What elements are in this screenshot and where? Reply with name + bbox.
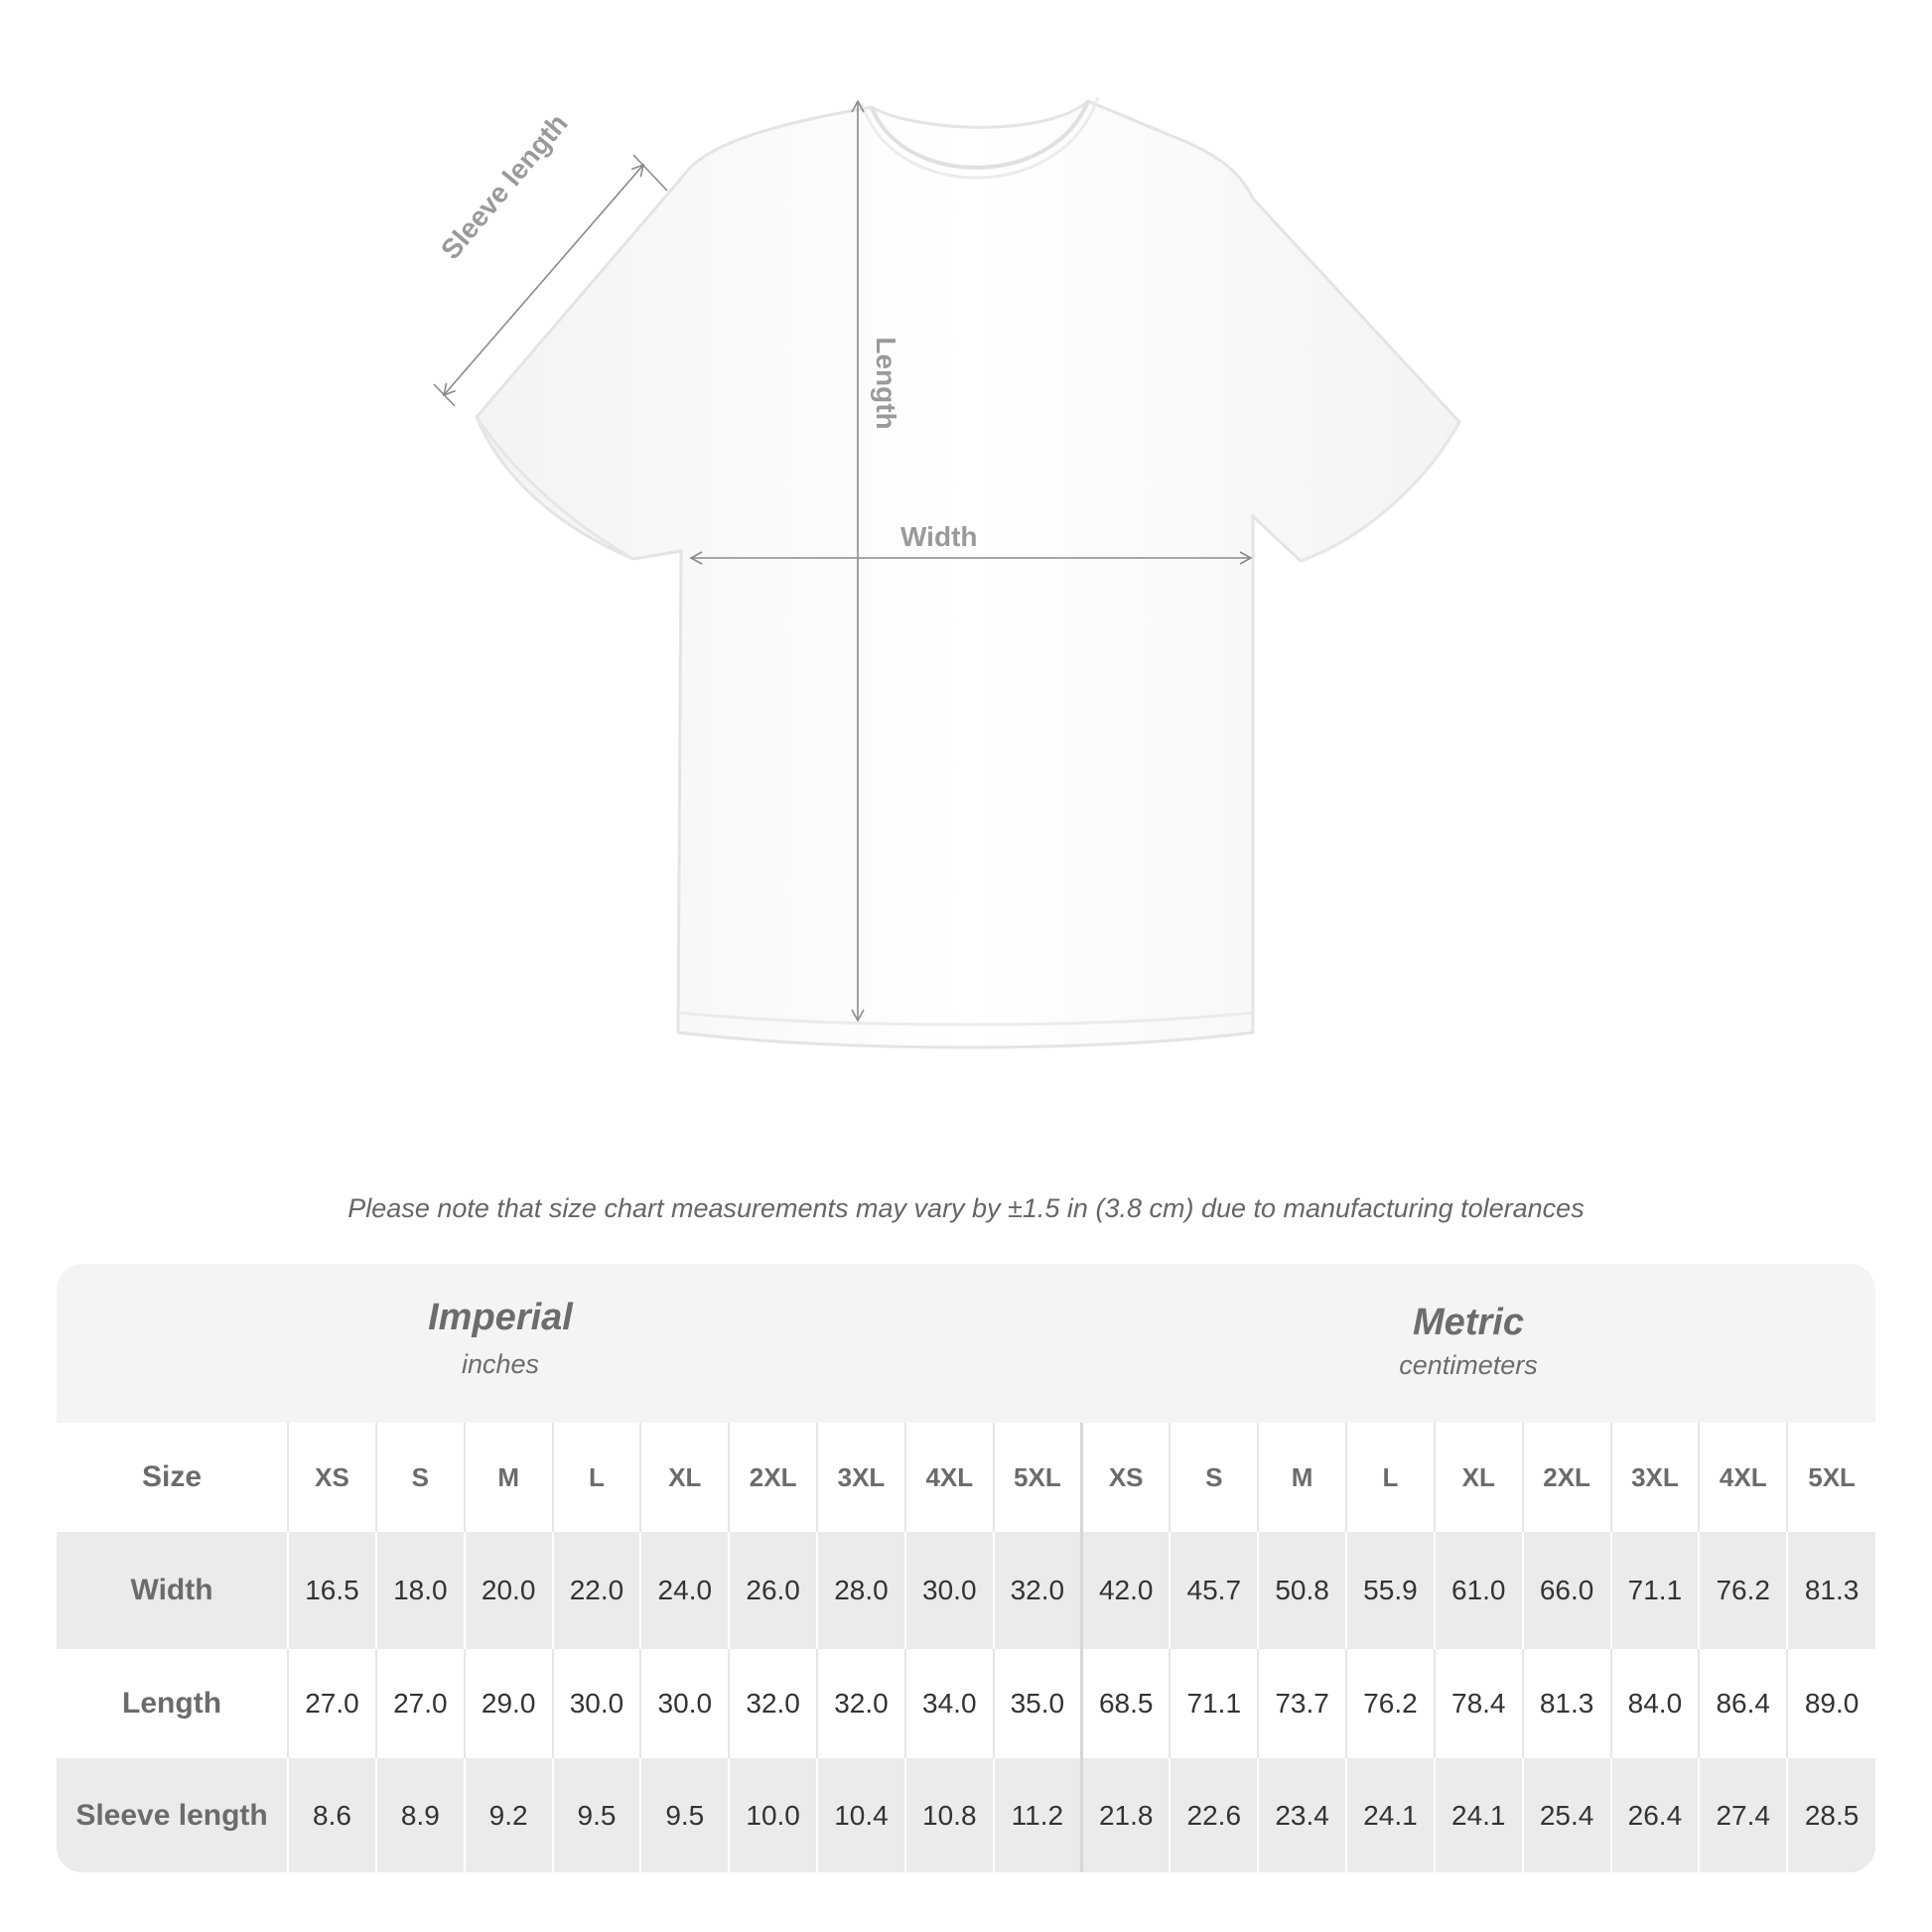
tolerance-note: Please note that size chart measurements may vary by ±1.5 in (3.8 cm) due to manufacturing tolerances [347,1193,1585,1223]
imperial-cell: L [553,1423,641,1532]
imperial-cell: 28.0 [817,1532,905,1649]
metric-header [1139,1264,1875,1423]
imperial-cell: 10.0 [729,1758,817,1872]
imperial-cell: 4XL [905,1423,994,1532]
row-label: Sleeve length [57,1758,288,1872]
metric-cell: 68.5 [1082,1649,1171,1758]
metric-cell: 55.9 [1346,1532,1435,1649]
metric-cell: 24.1 [1346,1758,1435,1872]
metric-cell: 84.0 [1611,1649,1700,1758]
size-table [57,1423,1875,1872]
size-row [57,1423,1875,1532]
imperial-cell: 26.0 [729,1532,817,1649]
metric-cell: 61.0 [1435,1532,1523,1649]
metric-title: Metric [1413,1302,1524,1343]
imperial-cell: 29.0 [465,1649,553,1758]
metric-cell: 76.2 [1699,1532,1787,1649]
imperial-cell: XL [640,1423,729,1532]
metric-cell: 50.8 [1258,1532,1346,1649]
metric-cell: S [1170,1423,1258,1532]
width-row [57,1532,1875,1649]
imperial-cell: 30.0 [553,1649,641,1758]
metric-cell: XS [1082,1423,1171,1532]
imperial-cell: 8.9 [376,1758,465,1872]
imperial-cell: 2XL [729,1423,817,1532]
metric-cell: 28.5 [1787,1758,1875,1872]
size-chart [57,1264,1875,1872]
metric-cell: L [1346,1423,1435,1532]
row-label: Size [57,1423,288,1532]
imperial-cell: 8.6 [288,1758,376,1872]
length-label: Length [871,337,901,430]
metric-cell: 21.8 [1082,1758,1171,1872]
metric-cell: 66.0 [1523,1532,1611,1649]
imperial-cell: 30.0 [640,1649,729,1758]
metric-cell: 86.4 [1699,1649,1787,1758]
imperial-cell: M [465,1423,553,1532]
imperial-cell: 10.8 [905,1758,994,1872]
imperial-cell: 3XL [817,1423,905,1532]
imperial-cell: 27.0 [288,1649,376,1758]
imperial-cell: 9.5 [553,1758,641,1872]
row-label: Length [57,1649,288,1758]
metric-cell: 4XL [1699,1423,1787,1532]
metric-cell: 71.1 [1170,1649,1258,1758]
imperial-title: Imperial [428,1297,573,1338]
sleeve-length-row [57,1758,1875,1872]
imperial-cell: 10.4 [817,1758,905,1872]
imperial-cell: S [376,1423,465,1532]
imperial-cell: 9.5 [640,1758,729,1872]
sleeve-length-label: Sleeve length [435,107,574,265]
imperial-cell: XS [288,1423,376,1532]
metric-cell: 71.1 [1611,1532,1700,1649]
imperial-unit: inches [461,1349,540,1379]
imperial-cell: 18.0 [376,1532,465,1649]
imperial-cell: 27.0 [376,1649,465,1758]
imperial-cell: 35.0 [994,1649,1082,1758]
metric-cell: 73.7 [1258,1649,1346,1758]
imperial-cell: 20.0 [465,1532,553,1649]
imperial-cell: 34.0 [905,1649,994,1758]
tshirt-shape [477,101,1459,1047]
metric-cell: 2XL [1523,1423,1611,1532]
metric-cell: 76.2 [1346,1649,1435,1758]
imperial-cell: 11.2 [994,1758,1082,1872]
imperial-cell: 16.5 [288,1532,376,1649]
metric-cell: 78.4 [1435,1649,1523,1758]
imperial-cell: 5XL [994,1423,1082,1532]
metric-cell: 42.0 [1082,1532,1171,1649]
metric-cell: XL [1435,1423,1523,1532]
metric-cell: 5XL [1787,1423,1875,1532]
metric-cell: 27.4 [1699,1758,1787,1872]
metric-cell: 89.0 [1787,1649,1875,1758]
imperial-cell: 9.2 [465,1758,553,1872]
metric-cell: 3XL [1611,1423,1700,1532]
metric-cell: 22.6 [1170,1758,1258,1872]
imperial-cell: 32.0 [994,1532,1082,1649]
metric-unit: centimeters [1399,1350,1538,1380]
metric-cell: 24.1 [1435,1758,1523,1872]
metric-cell: 23.4 [1258,1758,1346,1872]
metric-cell: M [1258,1423,1346,1532]
metric-cell: 81.3 [1523,1649,1611,1758]
metric-cell: 45.7 [1170,1532,1258,1649]
imperial-cell: 32.0 [729,1649,817,1758]
imperial-cell: 30.0 [905,1532,994,1649]
imperial-header [57,1264,1139,1423]
metric-cell: 81.3 [1787,1532,1875,1649]
imperial-cell: 32.0 [817,1649,905,1758]
imperial-cell: 24.0 [640,1532,729,1649]
imperial-cell: 22.0 [553,1532,641,1649]
width-label: Width [900,521,978,552]
metric-cell: 25.4 [1523,1758,1611,1872]
length-row [57,1649,1875,1758]
row-label: Width [57,1532,288,1649]
metric-cell: 26.4 [1611,1758,1700,1872]
